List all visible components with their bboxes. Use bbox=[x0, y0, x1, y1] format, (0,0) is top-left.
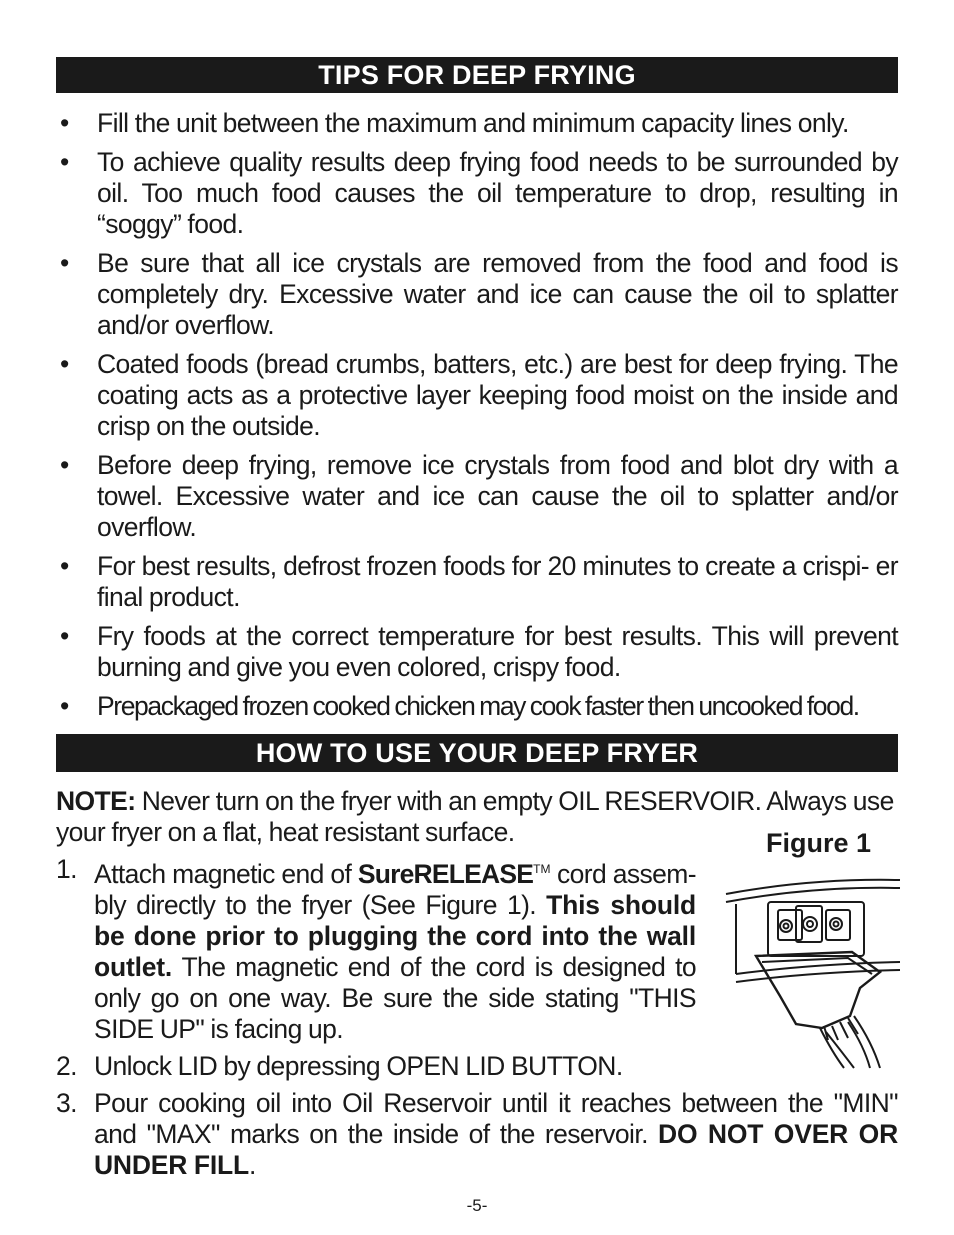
list-item: • Fill the unit between the maximum and minimum capacity lines only. bbox=[60, 108, 849, 138]
step-number: 1. bbox=[56, 854, 77, 884]
tips-list bbox=[56, 108, 898, 730]
tips-header: TIPS FOR DEEP FRYING bbox=[56, 57, 898, 93]
trademark-symbol: TM bbox=[533, 862, 551, 876]
bullet: • bbox=[60, 108, 69, 138]
bullet: • bbox=[60, 551, 69, 581]
list-item: 1. Attach magnetic end of SureRELEASE™ cord assem- bly directly to the fryer (See Figure 1). This should be done prior to plugging the cord into the wall outlet. The magnetic end of the cord is designed to only go on one way. Be sure the side stating "THIS SIDE UP" is facing up. bbox=[56, 854, 696, 1044]
list-item: 3. Pour cooking oil into Oil Reservoir until it reaches between the "MIN" and "MAX" marks on the inside of the reservoir. DO NOT OVER OR UNDER FILL. bbox=[56, 1087, 899, 1180]
list-item: • Before deep frying, remove ice crystals from food and blot dry with a towel. Excessive water and ice can cause the oil to splatter and/or overflow. bbox=[60, 450, 898, 542]
note-label: NOTE: bbox=[56, 786, 136, 816]
warning-text: DO NOT OVER OR UNDER FILL bbox=[94, 1118, 899, 1180]
step-number: 3. bbox=[56, 1087, 77, 1118]
bullet: • bbox=[60, 691, 68, 721]
step-number: 2. bbox=[56, 1050, 77, 1081]
bullet: • bbox=[60, 450, 69, 480]
note-text: Never turn on the fryer with an empty OIL RESERVOIR. Always use your fryer on a flat, heat resistant surface. bbox=[56, 786, 894, 847]
brand-name: SureRELEASE bbox=[357, 858, 534, 889]
page-number: -5- bbox=[466, 1196, 488, 1215]
list-item: 2. Unlock LID by depressing OPEN LID BUTTON. bbox=[56, 1050, 623, 1081]
howto-header: HOW TO USE YOUR DEEP FRYER bbox=[56, 734, 898, 772]
list-item: • To achieve quality results deep frying food needs to be surrounded by oil. Too much food causes the oil temperature to drop, resulting in “soggy” food. bbox=[60, 147, 898, 239]
bullet: • bbox=[60, 621, 69, 651]
list-item: • For best results, defrost frozen foods for 20 minutes to create a crispi- er final product. bbox=[60, 551, 898, 612]
figure-label: Figure 1 bbox=[766, 828, 872, 858]
steps-list bbox=[56, 854, 898, 1187]
list-item: • Prepackaged frozen cooked chicken may cook faster then uncooked food. bbox=[60, 691, 859, 721]
bullet: • bbox=[60, 349, 69, 379]
list-item: • Fry foods at the correct temperature for best results. This will prevent burning and give you even colored, crispy food. bbox=[60, 621, 898, 682]
bullet: • bbox=[60, 248, 69, 278]
list-item: • Coated foods (bread crumbs, batters, etc.) are best for deep frying. The coating acts as a protective layer keeping food moist on the inside and crisp on the outside. bbox=[60, 349, 898, 441]
warning-text: This should be done prior to plugging the cord into the wall outlet. bbox=[94, 889, 696, 982]
list-item: • Be sure that all ice crystals are removed from the food and food is completely dry. Excessive water and ice can cause the oil to splatter and/or overflow. bbox=[60, 248, 898, 340]
bullet: • bbox=[60, 147, 69, 177]
